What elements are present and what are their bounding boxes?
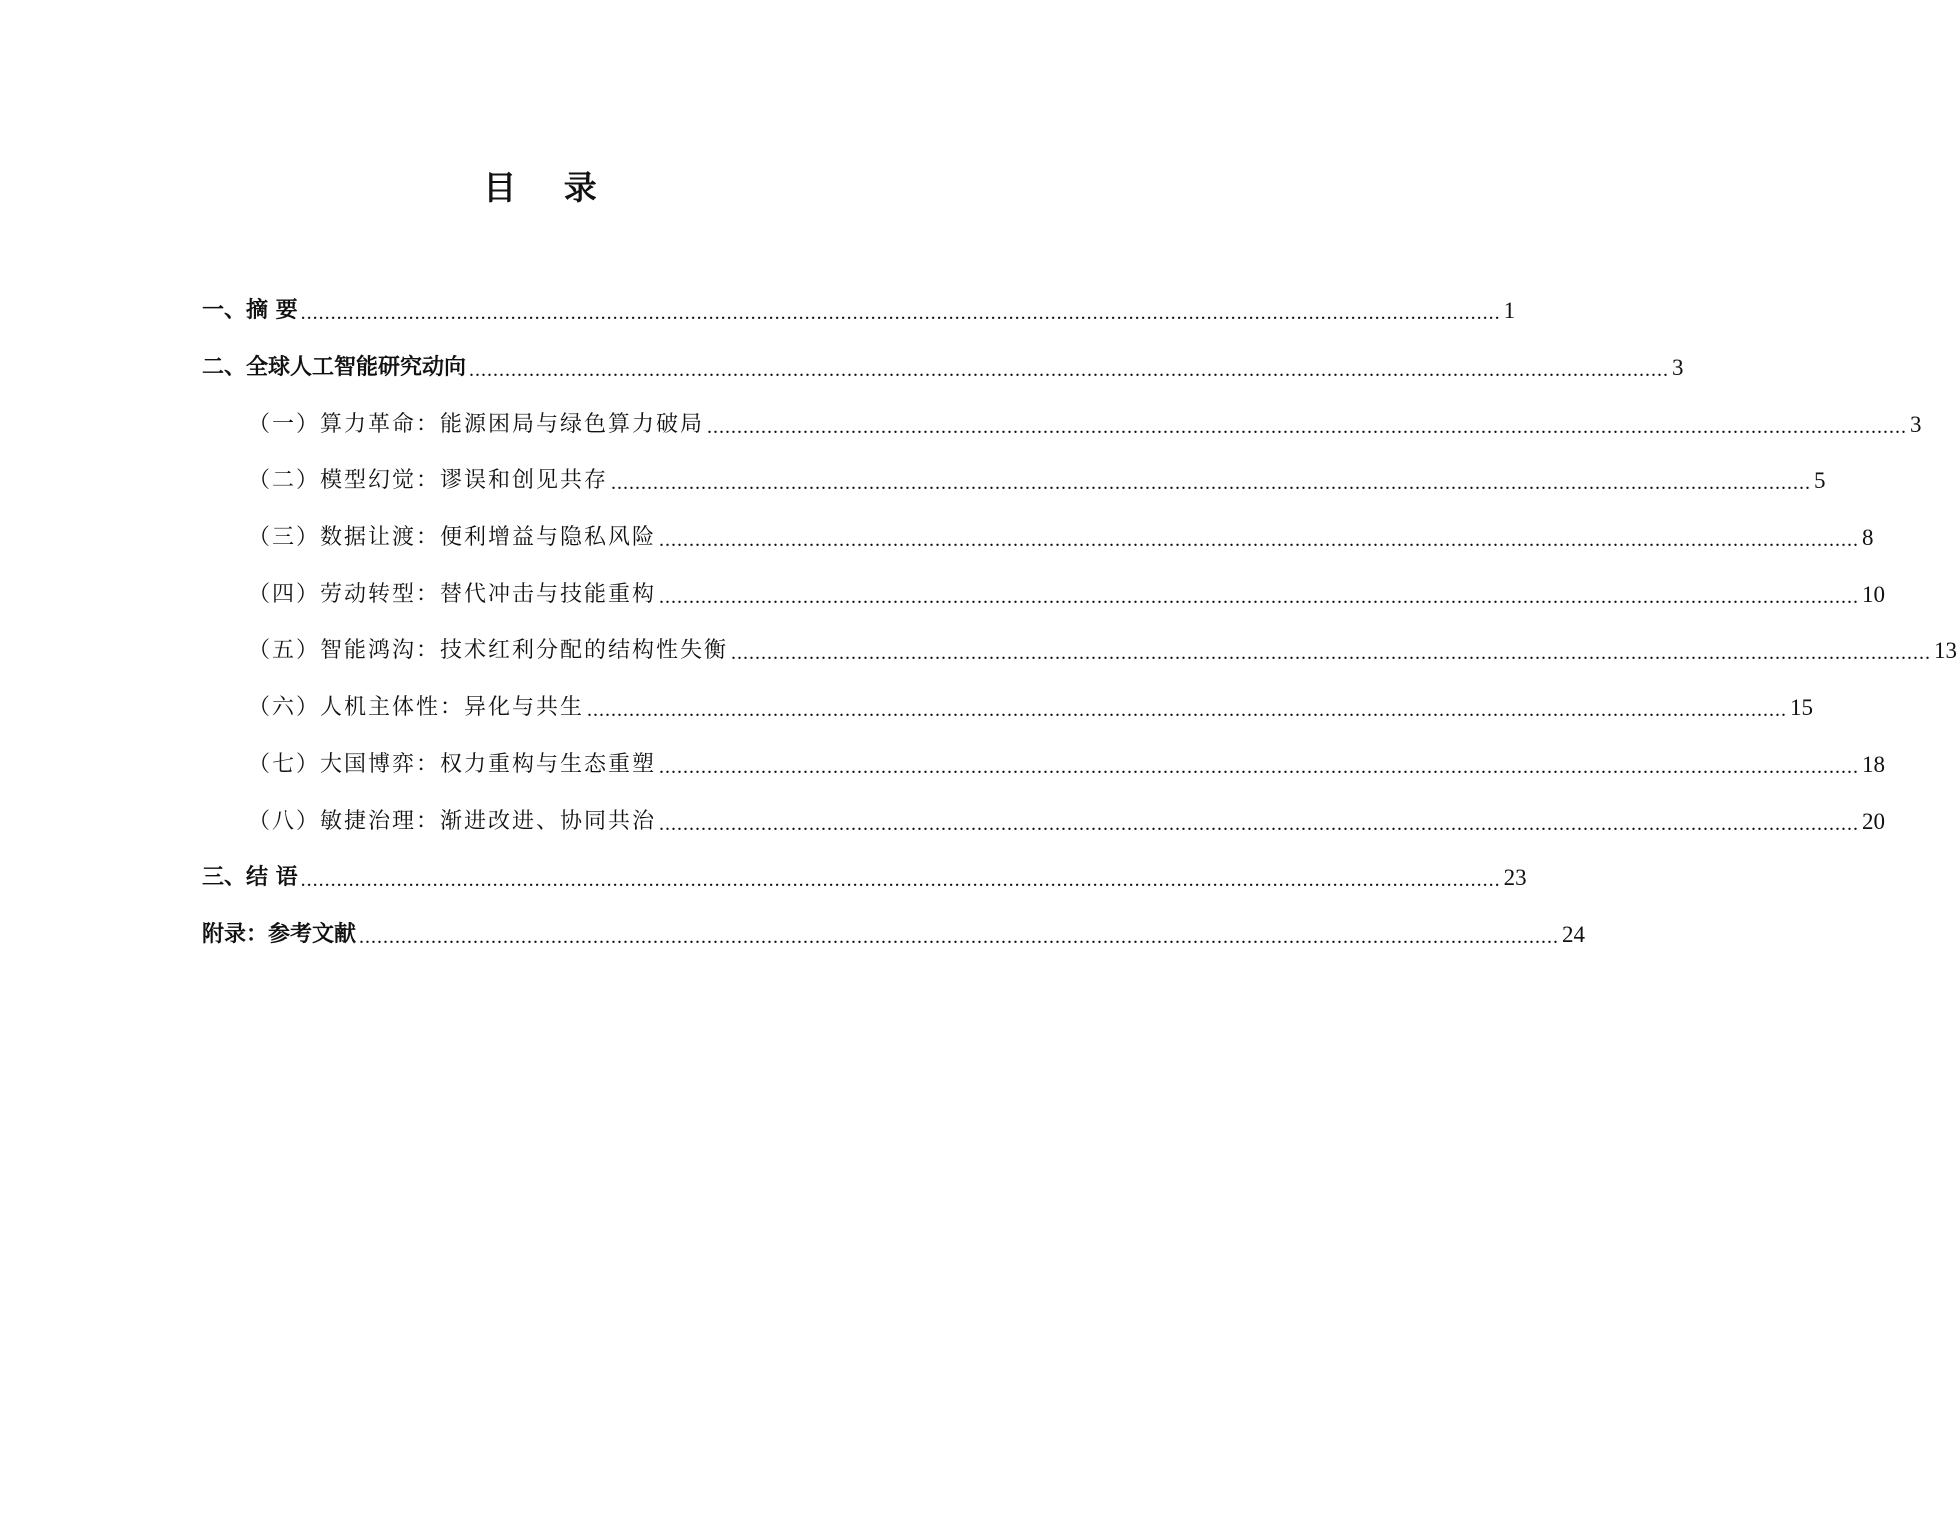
toc-entry-label: （四）劳动转型：替代冲击与技能重构	[248, 581, 657, 607]
toc-entry-label: （七）大国博弈：权力重构与生态重塑	[248, 751, 657, 777]
toc-entry-label: （三）数据让渡：便利增益与隐私风险	[248, 525, 657, 551]
toc-page-number: 24	[1562, 921, 1586, 947]
toc-dot-leader: ........................................................................................................................................................................................................	[707, 415, 1908, 438]
toc-page-number: 5	[1814, 468, 1826, 494]
toc-page-number: 10	[1862, 581, 1886, 607]
toc-page-number: 3	[1672, 355, 1684, 381]
toc-entry-label: （二）模型幻觉：谬误和创见共存	[248, 468, 609, 494]
toc-entry-label: 附录：参考文献	[202, 921, 357, 947]
toc-entry-model-hallucination[interactable]	[202, 453, 1826, 510]
toc-entry-label: （一）算力革命：能源困局与绿色算力破局	[248, 411, 705, 437]
toc-dot-leader: ........................................................................................................................................................................................................	[300, 302, 1501, 325]
toc-dot-leader: ........................................................................................................................................................................................................	[659, 585, 1860, 608]
toc-entry-label: 一、摘 要	[202, 298, 298, 324]
toc-page-number: 20	[1862, 808, 1886, 834]
toc-entry-label: （五）智能鸿沟：技术红利分配的结构性失衡	[248, 638, 729, 664]
page-title: 目 录	[483, 168, 615, 207]
toc-page-number: 15	[1790, 695, 1814, 721]
toc-entry-intelligence-divide[interactable]	[202, 623, 1957, 680]
toc-entry-great-power-competition[interactable]	[202, 737, 1886, 794]
toc-entry-label: 三、结 语	[202, 865, 298, 891]
toc-page-number: 8	[1862, 525, 1874, 551]
toc-entry-human-machine-subjectivity[interactable]	[202, 680, 1814, 737]
toc-entry-global-ai-research[interactable]	[202, 340, 1684, 397]
toc-page-number: 1	[1503, 298, 1516, 324]
toc-entry-label: （八）敏捷治理：渐进改进、协同共治	[248, 808, 657, 834]
toc-dot-leader: ........................................................................................................................................................................................................	[659, 755, 1860, 778]
toc-dot-leader: ........................................................................................................................................................................................................	[611, 472, 1812, 495]
toc-entry-labor-transition[interactable]	[202, 566, 1886, 623]
toc-dot-leader: ........................................................................................................................................................................................................	[300, 869, 1501, 892]
toc-dot-leader: ........................................................................................................................................................................................................	[469, 359, 1670, 382]
toc-entry-references[interactable]	[202, 907, 1586, 964]
toc-entry-label: 二、全球人工智能研究动向	[202, 355, 467, 381]
table-of-contents	[202, 283, 1957, 963]
toc-page-number: 18	[1862, 751, 1886, 777]
toc-dot-leader: ........................................................................................................................................................................................................	[659, 529, 1860, 552]
toc-dot-leader: ........................................................................................................................................................................................................	[587, 699, 1788, 722]
toc-entry-conclusion[interactable]	[202, 850, 1527, 907]
toc-entry-compute-revolution[interactable]	[202, 396, 1922, 453]
toc-entry-label: （六）人机主体性：异化与共生	[248, 695, 585, 721]
toc-dot-leader: ........................................................................................................................................................................................................	[659, 812, 1860, 835]
toc-dot-leader: ........................................................................................................................................................................................................	[731, 642, 1932, 665]
toc-entry-abstract[interactable]	[202, 283, 1516, 340]
toc-entry-agile-governance[interactable]	[202, 793, 1886, 850]
toc-page-number: 13	[1934, 638, 1957, 664]
toc-page-number: 3	[1910, 411, 1922, 437]
toc-dot-leader: ........................................................................................................................................................................................................	[359, 925, 1560, 948]
toc-entry-data-transfer[interactable]	[202, 510, 1874, 567]
toc-page-number: 23	[1503, 865, 1527, 891]
